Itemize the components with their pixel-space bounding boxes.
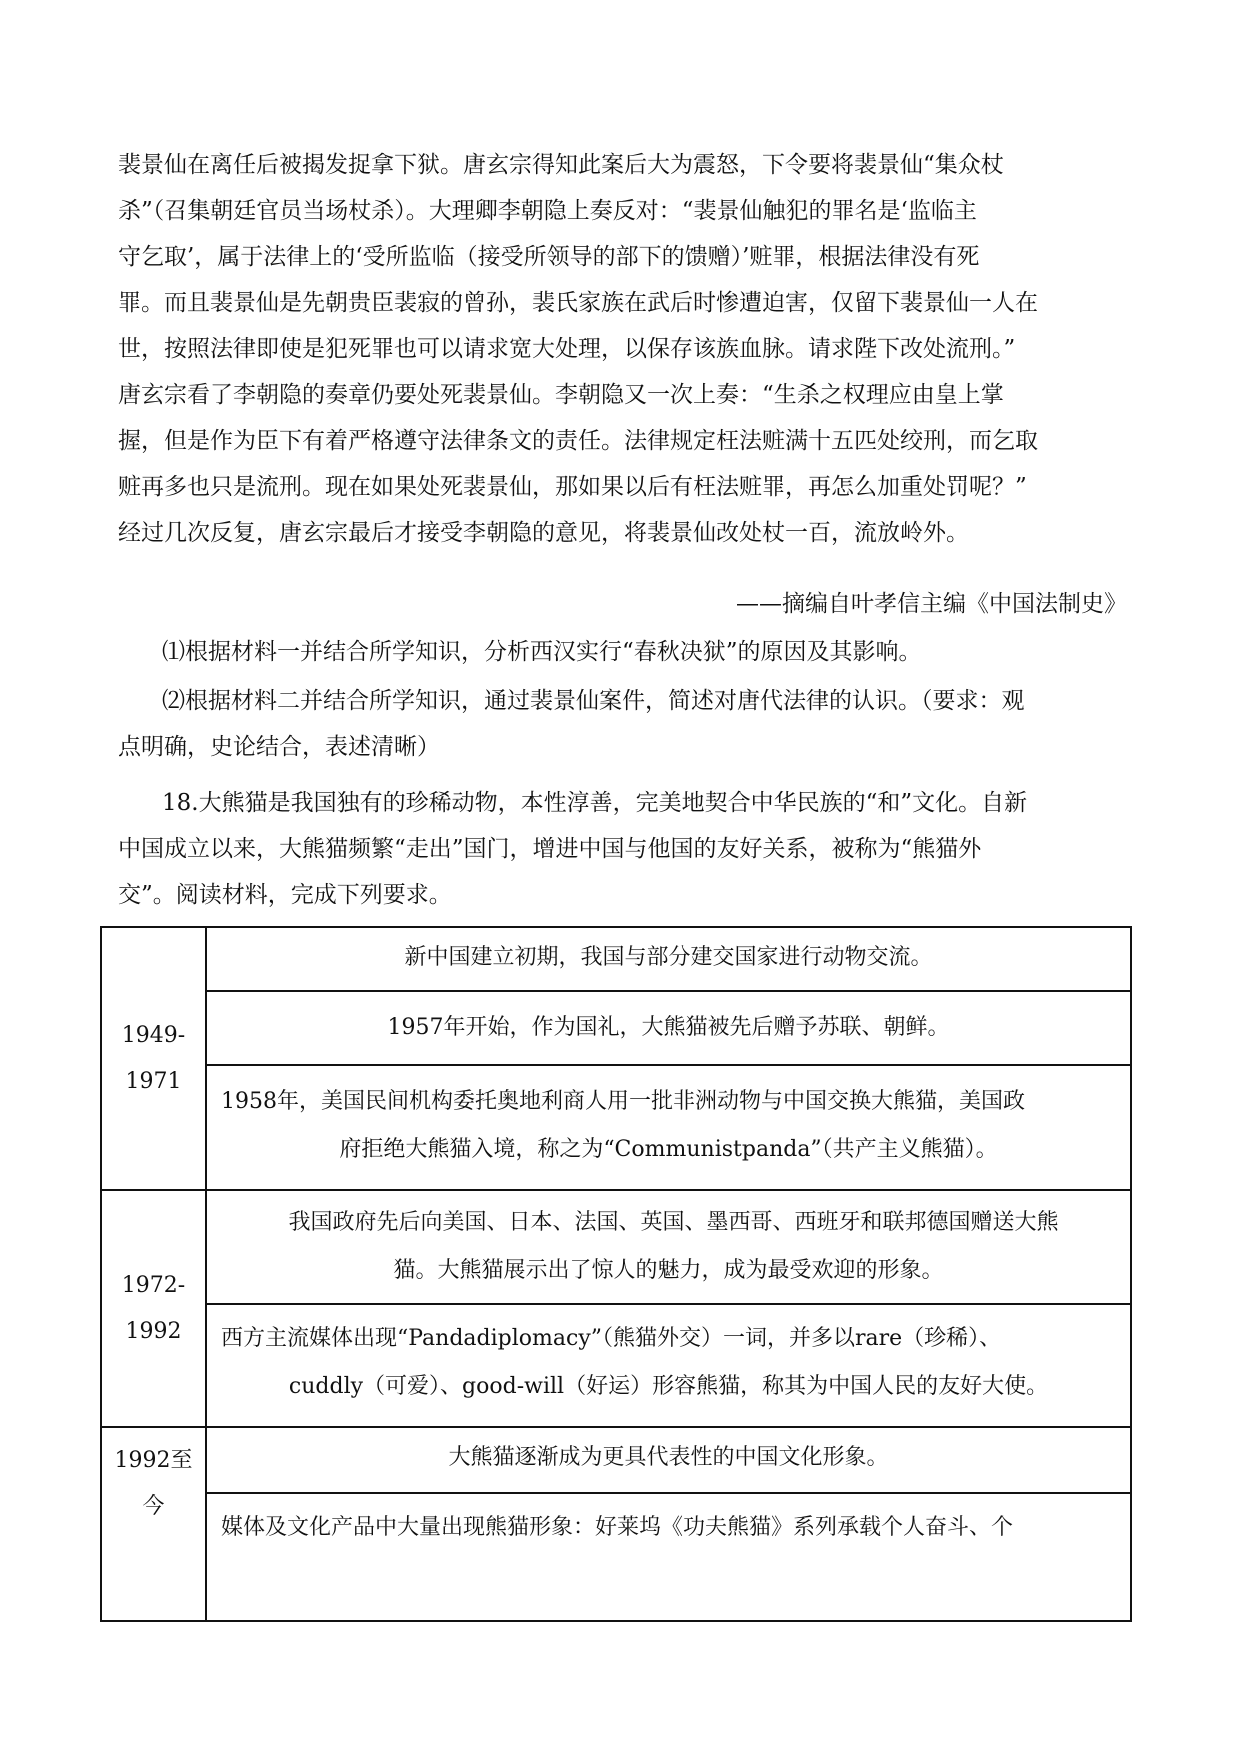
table-row xyxy=(207,1305,1130,1428)
period-label: 今 xyxy=(142,1494,165,1519)
text-line: 杀”（召集朝廷官员当场杖杀）。大理卿李朝隐上奏反对：“裴景仙触犯的罪名是‘监临主 xyxy=(118,198,977,224)
period-label: 1971 xyxy=(125,1068,182,1094)
cell-text: cuddly（可爱）、good-will（好运）形容熊猫，称其为中国人民的友好大使。 xyxy=(288,1374,1049,1399)
cell-text: 1957年开始，作为国礼，大熊猫被先后赠予苏联、朝鲜。 xyxy=(387,1015,950,1040)
table-row xyxy=(207,928,1130,992)
table-group-1992-present xyxy=(102,1428,1130,1622)
period-label: 1992 xyxy=(125,1318,182,1344)
question-18-line: 交”。阅读材料，完成下列要求。 xyxy=(118,882,452,908)
question-2 xyxy=(118,678,1128,770)
text-line: 赃再多也只是流刑。现在如果处死裴景仙，那如果以后有枉法赃罪，再怎么加重处罚呢？” xyxy=(118,474,1027,500)
text-line: 守乞取’，属于法律上的‘受所监临（接受所领导的部下的馈赠）’赃罪，根据法律没有死 xyxy=(118,244,980,270)
period-label: 1949- xyxy=(121,1022,186,1048)
cell-text: 猫。大熊猫展示出了惊人的魅力，成为最受欢迎的形象。 xyxy=(393,1258,944,1283)
cell-text: 媒体及文化产品中大量出现熊猫形象：好莱坞《功夫熊猫》系列承载个人奋斗、个 xyxy=(221,1515,1014,1540)
table-group-1972-1992 xyxy=(102,1191,1130,1428)
question-1: ⑴根据材料一并结合所学知识，分析西汉实行“春秋决狱”的原因及其影响。 xyxy=(162,639,922,665)
table-row xyxy=(207,1191,1130,1305)
question-2-line: ⑵根据材料二并结合所学知识，通过裴景仙案件，简述对唐代法律的认识。（要求：观 xyxy=(162,688,1025,714)
cell-text: 我国政府先后向美国、日本、法国、英国、墨西哥、西班牙和联邦德国赠送大熊 xyxy=(288,1210,1059,1235)
question-18-line: 18.大熊猫是我国独有的珍稀动物，本性淳善，完美地契合中华民族的“和”文化。自新 xyxy=(162,790,1028,816)
text-line: 世，按照法律即使是犯死罪也可以请求宽大处理，以保存该族血脉。请求陛下改处流刑。” xyxy=(118,336,1016,362)
cell-text: 大熊猫逐渐成为更具代表性的中国文化形象。 xyxy=(448,1445,889,1470)
period-cell xyxy=(102,928,207,1189)
cell-text: 1958年，美国民间机构委托奥地利商人用一批非洲动物与中国交换大熊猫，美国政 xyxy=(221,1089,1025,1114)
text-line: 唐玄宗看了李朝隐的奏章仍要处死裴景仙。李朝隐又一次上奏：“生杀之权理应由皇上掌 xyxy=(118,382,1004,408)
cell-text: 府拒绝大熊猫入境，称之为“Communistpanda”（共产主义熊猫）。 xyxy=(339,1137,998,1162)
text-line: 罪。而且裴景仙是先朝贵臣裴寂的曾孙，裴氏家族在武后时惨遭迫害，仅留下裴景仙一人在 xyxy=(118,290,1038,316)
question-18-intro xyxy=(118,780,1128,918)
table-row xyxy=(207,1428,1130,1494)
panda-diplomacy-table xyxy=(100,926,1132,1622)
table-row xyxy=(207,1066,1130,1191)
text-line: 裴景仙在离任后被揭发捉拿下狱。唐玄宗得知此案后大为震怒，下令要将裴景仙“集众杖 xyxy=(118,152,1004,178)
material-two-text xyxy=(118,142,1128,556)
question-2-line: 点明确，史论结合，表述清晰） xyxy=(118,734,440,760)
period-label: 1992至 xyxy=(114,1448,193,1473)
question-18-line: 中国成立以来，大熊猫频繁“走出”国门，增进中国与他国的友好关系，被称为“熊猫外 xyxy=(118,836,982,862)
cell-text: 西方主流媒体出现“Pandadiplomacy”（熊猫外交）一词，并多以rare（珍稀）、 xyxy=(221,1326,1002,1351)
table-row xyxy=(207,992,1130,1066)
text-line: 经过几次反复，唐玄宗最后才接受李朝隐的意见，将裴景仙改处杖一百，流放岭外。 xyxy=(118,520,969,546)
table-group-1949-1971 xyxy=(102,928,1130,1191)
period-cell xyxy=(102,1428,207,1622)
cell-text: 新中国建立初期，我国与部分建交国家进行动物交流。 xyxy=(404,945,933,970)
period-label: 1972- xyxy=(121,1272,186,1298)
text-line: 握，但是作为臣下有着严格遵守法律条文的责任。法律规定枉法赃满十五匹处绞刑，而乞取 xyxy=(118,428,1038,454)
table-row xyxy=(207,1494,1130,1622)
period-cell xyxy=(102,1191,207,1426)
source-citation: ——摘编自叶孝信主编《中国法制史》 xyxy=(736,591,1127,617)
